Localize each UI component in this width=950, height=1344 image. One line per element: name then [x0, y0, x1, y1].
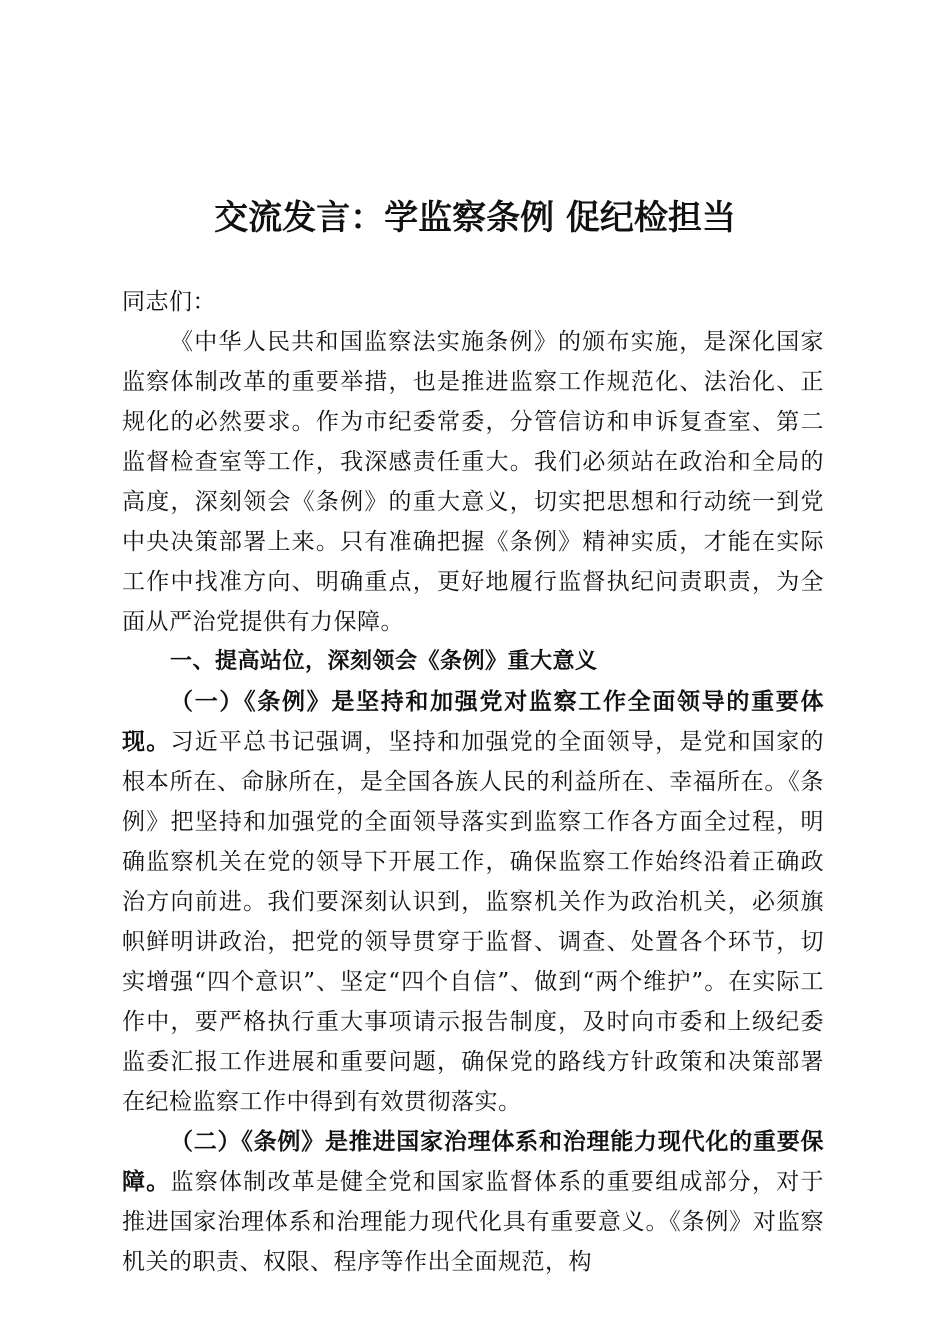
document-title: 交流发言：学监察条例 促纪检担当 [214, 198, 736, 238]
point-1-body: 习近平总书记强调，坚持和加强党的全面领导，是党和国家的根本所在、命脉所在，是全国各族人民的利益所在、幸福所在。《条例》把坚持和加强党的全面领导落实到监察工作各方面全过程，明确监察机关在党的领导下开展工作，确保监察工作始终沿着正确政治方向前进。我们要深刻认识到，监察机关作为政治机关，必须旗帜鲜明讲政治，把党的领导贯穿于监督、调查、处置各个环节，切实增强“四个意识”、坚定“四个自信”、做到“两个维护”。在实际工作中，要严格执行重大事项请示报告制度，及时向市委和上级纪委监委汇报工作进展和重要问题，确保党的路线方针政策和决策部署在纪检监察工作中得到有效贯彻落实。 [122, 729, 825, 1115]
point-1-paragraph [122, 682, 824, 1122]
point-2-body: 监察体制改革是健全党和国家监督体系的重要组成部分，对于推进国家治理体系和治理能力现代化具有重要意义。《条例》对监察机关的职责、权限、程序等作出全面规范，构 [122, 1169, 825, 1275]
point-2-paragraph [122, 1122, 824, 1282]
section-heading-1: 一、提高站位，深刻领会《条例》重大意义 [170, 649, 598, 674]
salutation: 同志们： [122, 289, 216, 315]
intro-paragraph: 《中华人民共和国监察法实施条例》的颁布实施，是深化国家监察体制改革的重要举措，也是推进监察工作规范化、法治化、正规化的必然要求。作为市纪委常委，分管信访和申诉复查室、第二监督检查室等工作，我深感责任重大。我们必须站在政治和全局的高度，深刻领会《条例》的重大意义，切实把思想和行动统一到党中央决策部署上来。只有准确把握《条例》精神实质，才能在实际工作中找准方向、明确重点，更好地履行监督执纪问责职责，为全面从严治党提供有力保障。 [122, 329, 824, 635]
point-1-lead: （一）《条例》是坚持和加强党对监察工作全面领导的重要体现。 [122, 688, 824, 755]
document-body [122, 282, 824, 1282]
point-2-lead: （二）《条例》是推进国家治理体系和治理能力现代化的重要保障。 [122, 1128, 824, 1195]
